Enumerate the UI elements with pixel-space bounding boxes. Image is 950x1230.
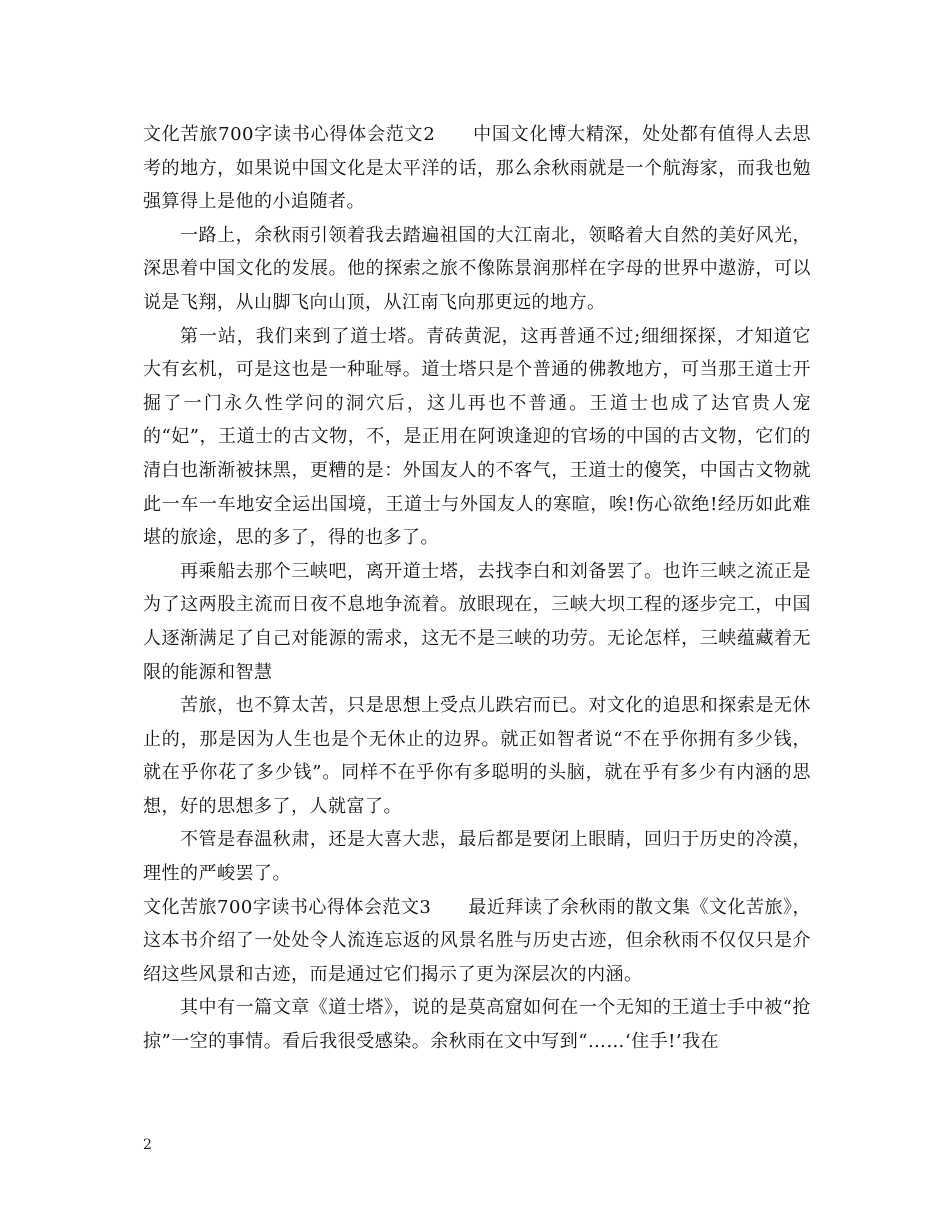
paragraph-essay-3-intro: 文化苦旅700字读书心得体会范文3 最近拜读了余秋雨的散文集《文化苦旅》，这本书介绍了一处处令人流连忘返的风景名胜与历史古迹，但余秋雨不仅仅只是介绍这些风景和古迹，而是通过它们揭示了更为深层次的内涵。 [143,896,811,985]
page-number: 2 [143,1137,152,1153]
paragraph-taoist-pagoda-article: 其中有一篇文章《道士塔》，说的是莫高窟如何在一个无知的王道士手中被“抢掠”一空的事情。看后我很受感染。余秋雨在文中写到“……‘住手!’我在 [143,997,811,1053]
document-body [143,118,811,1059]
paragraph-journey: 一路上，余秋雨引领着我去踏遍祖国的大江南北，领略着大自然的美好风光，深思着中国文化的发展。他的探索之旅不像陈景润那样在字母的世界中遨游，可以说是飞翔，从山脚飞向山顶，从江南飞向那更远的地方。 [143,224,811,313]
paragraph-bitter-journey: 苦旅，也不算太苦，只是思想上受点儿跌宕而已。对文化的追思和探索是无休止的，那是因为人生也是个无休止的边界。就正如智者说“不在乎你拥有多少钱，就在乎你花了多少钱”。同样不在乎你有多聪明的头脑，就在乎有多少有内涵的思想，好的思想多了，人就富了。 [143,695,811,817]
paragraph-taoist-pagoda: 第一站，我们来到了道士塔。青砖黄泥，这再普通不过;细细探探，才知道它大有玄机，可是这也是一种耻辱。道士塔只是个普通的佛教地方，可当那王道士开掘了一门永久性学问的洞穴后，这儿再也不普通。王道士也成了达官贵人宠的“妃”，王道士的古文物，不，是正用在阿谀逢迎的官场的中国的古文物，它们的清白也渐渐被抹黑，更糟的是：外国友人的不客气，王道士的傻笑，中国古文物就此一车一车地安全运出国境，王道士与外国友人的寒暄，唉!伤心欲绝!经历如此难堪的旅途，思的多了，得的也多了。 [143,325,811,549]
paragraph-three-gorges: 再乘船去那个三峡吧，离开道士塔，去找李白和刘备罢了。也许三峡之流正是为了这两股主流而日夜不息地争流着。放眼现在，三峡大坝工程的逐步完工，中国人逐渐满足了自己对能源的需求，这无不是三峡的功劳。无论怎样，三峡蕴藏着无限的能源和智慧 [143,560,811,683]
paragraph-essay-2-intro: 文化苦旅700字读书心得体会范文2 中国文化博大精深，处处都有值得人去思考的地方，如果说中国文化是太平洋的话，那么余秋雨就是一个航海家，而我也勉强算得上是他的小追随者。 [143,124,811,213]
paragraph-conclusion: 不管是春温秋肃，还是大喜大悲，最后都是要闭上眼睛，回归于历史的冷漠，理性的严峻罢了。 [143,829,811,885]
